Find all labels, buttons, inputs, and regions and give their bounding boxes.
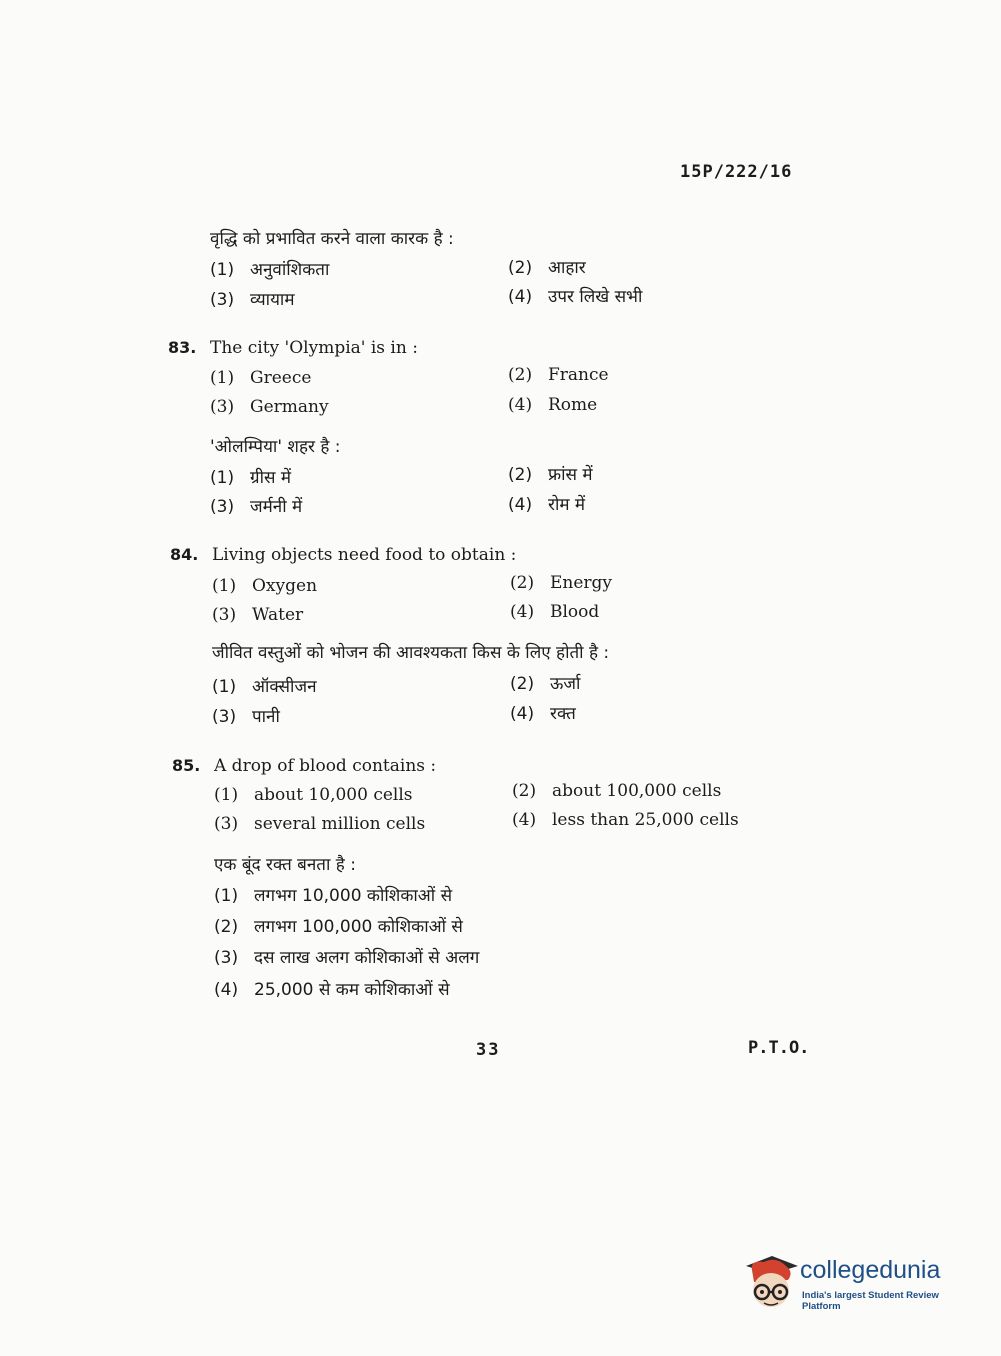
logo-wordmark: collegedunia	[800, 1256, 941, 1284]
option-text: Rome	[548, 395, 598, 415]
option-number: (3)	[214, 948, 239, 968]
option-text: about 100,000 cells	[552, 781, 722, 801]
option-text: लगभग 100,000 कोशिकाओं से	[254, 917, 463, 937]
question-number: 85.	[172, 756, 201, 775]
option-text: Germany	[250, 397, 329, 417]
q85-stem-hindi: एक बूंद रक्त बनता है :	[214, 855, 356, 875]
option-number: (1)	[210, 260, 235, 280]
option-number: (4)	[508, 287, 533, 307]
question-text: The city 'Olympia' is in :	[210, 338, 418, 358]
page-number: 33	[476, 1040, 501, 1060]
pto-label: P.T.O.	[748, 1038, 810, 1058]
q84-hindi-option-4	[510, 701, 576, 724]
option-text: उपर लिखे सभी	[548, 287, 643, 307]
option-number: (1)	[210, 468, 235, 488]
option-text: several million cells	[254, 814, 426, 834]
q83-hindi-option-4	[508, 492, 585, 515]
q84-option-2	[510, 573, 612, 593]
collegedunia-logo[interactable]	[742, 1252, 972, 1314]
option-text: ग्रीस में	[250, 468, 292, 488]
q85-option-1	[214, 785, 413, 805]
paper-code: 15P/222/16	[680, 162, 793, 182]
q83-hindi-option-3	[210, 494, 302, 517]
option-number: (4)	[510, 704, 535, 724]
q83-option-4	[508, 395, 597, 415]
option-number: (4)	[508, 395, 533, 415]
q84-option-3	[212, 605, 303, 625]
q83-option-3	[210, 397, 329, 417]
option-text: less than 25,000 cells	[552, 810, 739, 830]
option-number: (1)	[210, 368, 235, 388]
q82-option-1	[210, 257, 329, 280]
option-text: about 10,000 cells	[254, 785, 413, 805]
q84-hindi-option-1	[212, 674, 317, 697]
q83-hindi-option-2	[508, 462, 593, 485]
option-number: (2)	[512, 781, 537, 801]
option-text: रोम में	[548, 495, 586, 515]
option-number: (2)	[510, 674, 535, 694]
q83-stem	[168, 338, 418, 358]
option-number: (2)	[508, 465, 533, 485]
option-number: (2)	[214, 917, 239, 937]
q84-stem-hindi: जीवित वस्तुओं को भोजन की आवश्यकता किस के लिए होती है :	[212, 643, 610, 663]
q85-option-4	[512, 810, 739, 830]
q83-option-2	[508, 365, 609, 385]
q85-option-2	[512, 781, 721, 801]
q83-option-1	[210, 368, 311, 388]
option-text: आहार	[548, 258, 586, 278]
option-text: Water	[252, 605, 304, 625]
option-text: Oxygen	[252, 576, 318, 596]
question-number: 84.	[170, 545, 199, 564]
q85-hindi-option-3	[214, 945, 479, 968]
q85-hindi-option-4	[214, 977, 450, 1000]
question-number: 83.	[168, 338, 197, 357]
option-number: (3)	[210, 497, 235, 517]
option-number: (4)	[510, 602, 535, 622]
option-number: (3)	[210, 290, 235, 310]
q85-option-3	[214, 814, 425, 834]
q84-option-1	[212, 576, 317, 596]
option-number: (1)	[214, 886, 239, 906]
option-text: रक्त	[550, 704, 576, 724]
option-text: जर्मनी में	[250, 497, 303, 517]
option-text: Energy	[550, 573, 613, 593]
option-text: ऑक्सीजन	[252, 677, 317, 697]
option-text: अनुवांशिकता	[250, 260, 330, 280]
q83-hindi-option-1	[210, 465, 291, 488]
option-number: (1)	[214, 785, 239, 805]
option-text: लगभग 10,000 कोशिकाओं से	[254, 886, 453, 906]
student-mascot-icon	[742, 1252, 800, 1314]
q85-hindi-option-1	[214, 883, 452, 906]
option-text: पानी	[252, 707, 280, 727]
option-number: (1)	[212, 677, 237, 697]
q84-hindi-option-2	[510, 671, 580, 694]
option-number: (4)	[512, 810, 537, 830]
option-number: (4)	[214, 980, 239, 1000]
option-text: फ्रांस में	[548, 465, 593, 485]
q84-option-4	[510, 602, 599, 622]
option-text: दस लाख अलग कोशिकाओं से अलग	[254, 948, 480, 968]
q84-stem	[170, 545, 516, 565]
q83-stem-hindi: 'ओलम्पिया' शहर है :	[210, 437, 341, 457]
option-number: (2)	[508, 365, 533, 385]
q82-option-3	[210, 287, 295, 310]
option-number: (1)	[212, 576, 237, 596]
option-text: 25,000 से कम कोशिकाओं से	[254, 980, 450, 1000]
option-text: Blood	[550, 602, 600, 622]
question-text: Living objects need food to obtain :	[212, 545, 517, 565]
question-text: A drop of blood contains :	[214, 756, 437, 776]
q84-hindi-option-3	[212, 704, 280, 727]
option-number: (3)	[210, 397, 235, 417]
option-text: Greece	[250, 368, 312, 388]
q82-option-4	[508, 284, 642, 307]
option-number: (2)	[510, 573, 535, 593]
option-number: (2)	[508, 258, 533, 278]
q82-option-2	[508, 255, 586, 278]
option-number: (3)	[214, 814, 239, 834]
q85-stem	[172, 756, 436, 776]
option-number: (3)	[212, 605, 237, 625]
q85-hindi-option-2	[214, 914, 463, 937]
option-text: व्यायाम	[250, 290, 295, 310]
option-number: (4)	[508, 495, 533, 515]
q82-stem-hindi: वृद्धि को प्रभावित करने वाला कारक है :	[210, 229, 454, 249]
option-text: ऊर्जा	[550, 674, 581, 694]
option-number: (3)	[212, 707, 237, 727]
logo-tagline: India's largest Student Review Platform	[802, 1290, 939, 1312]
option-text: France	[548, 365, 609, 385]
